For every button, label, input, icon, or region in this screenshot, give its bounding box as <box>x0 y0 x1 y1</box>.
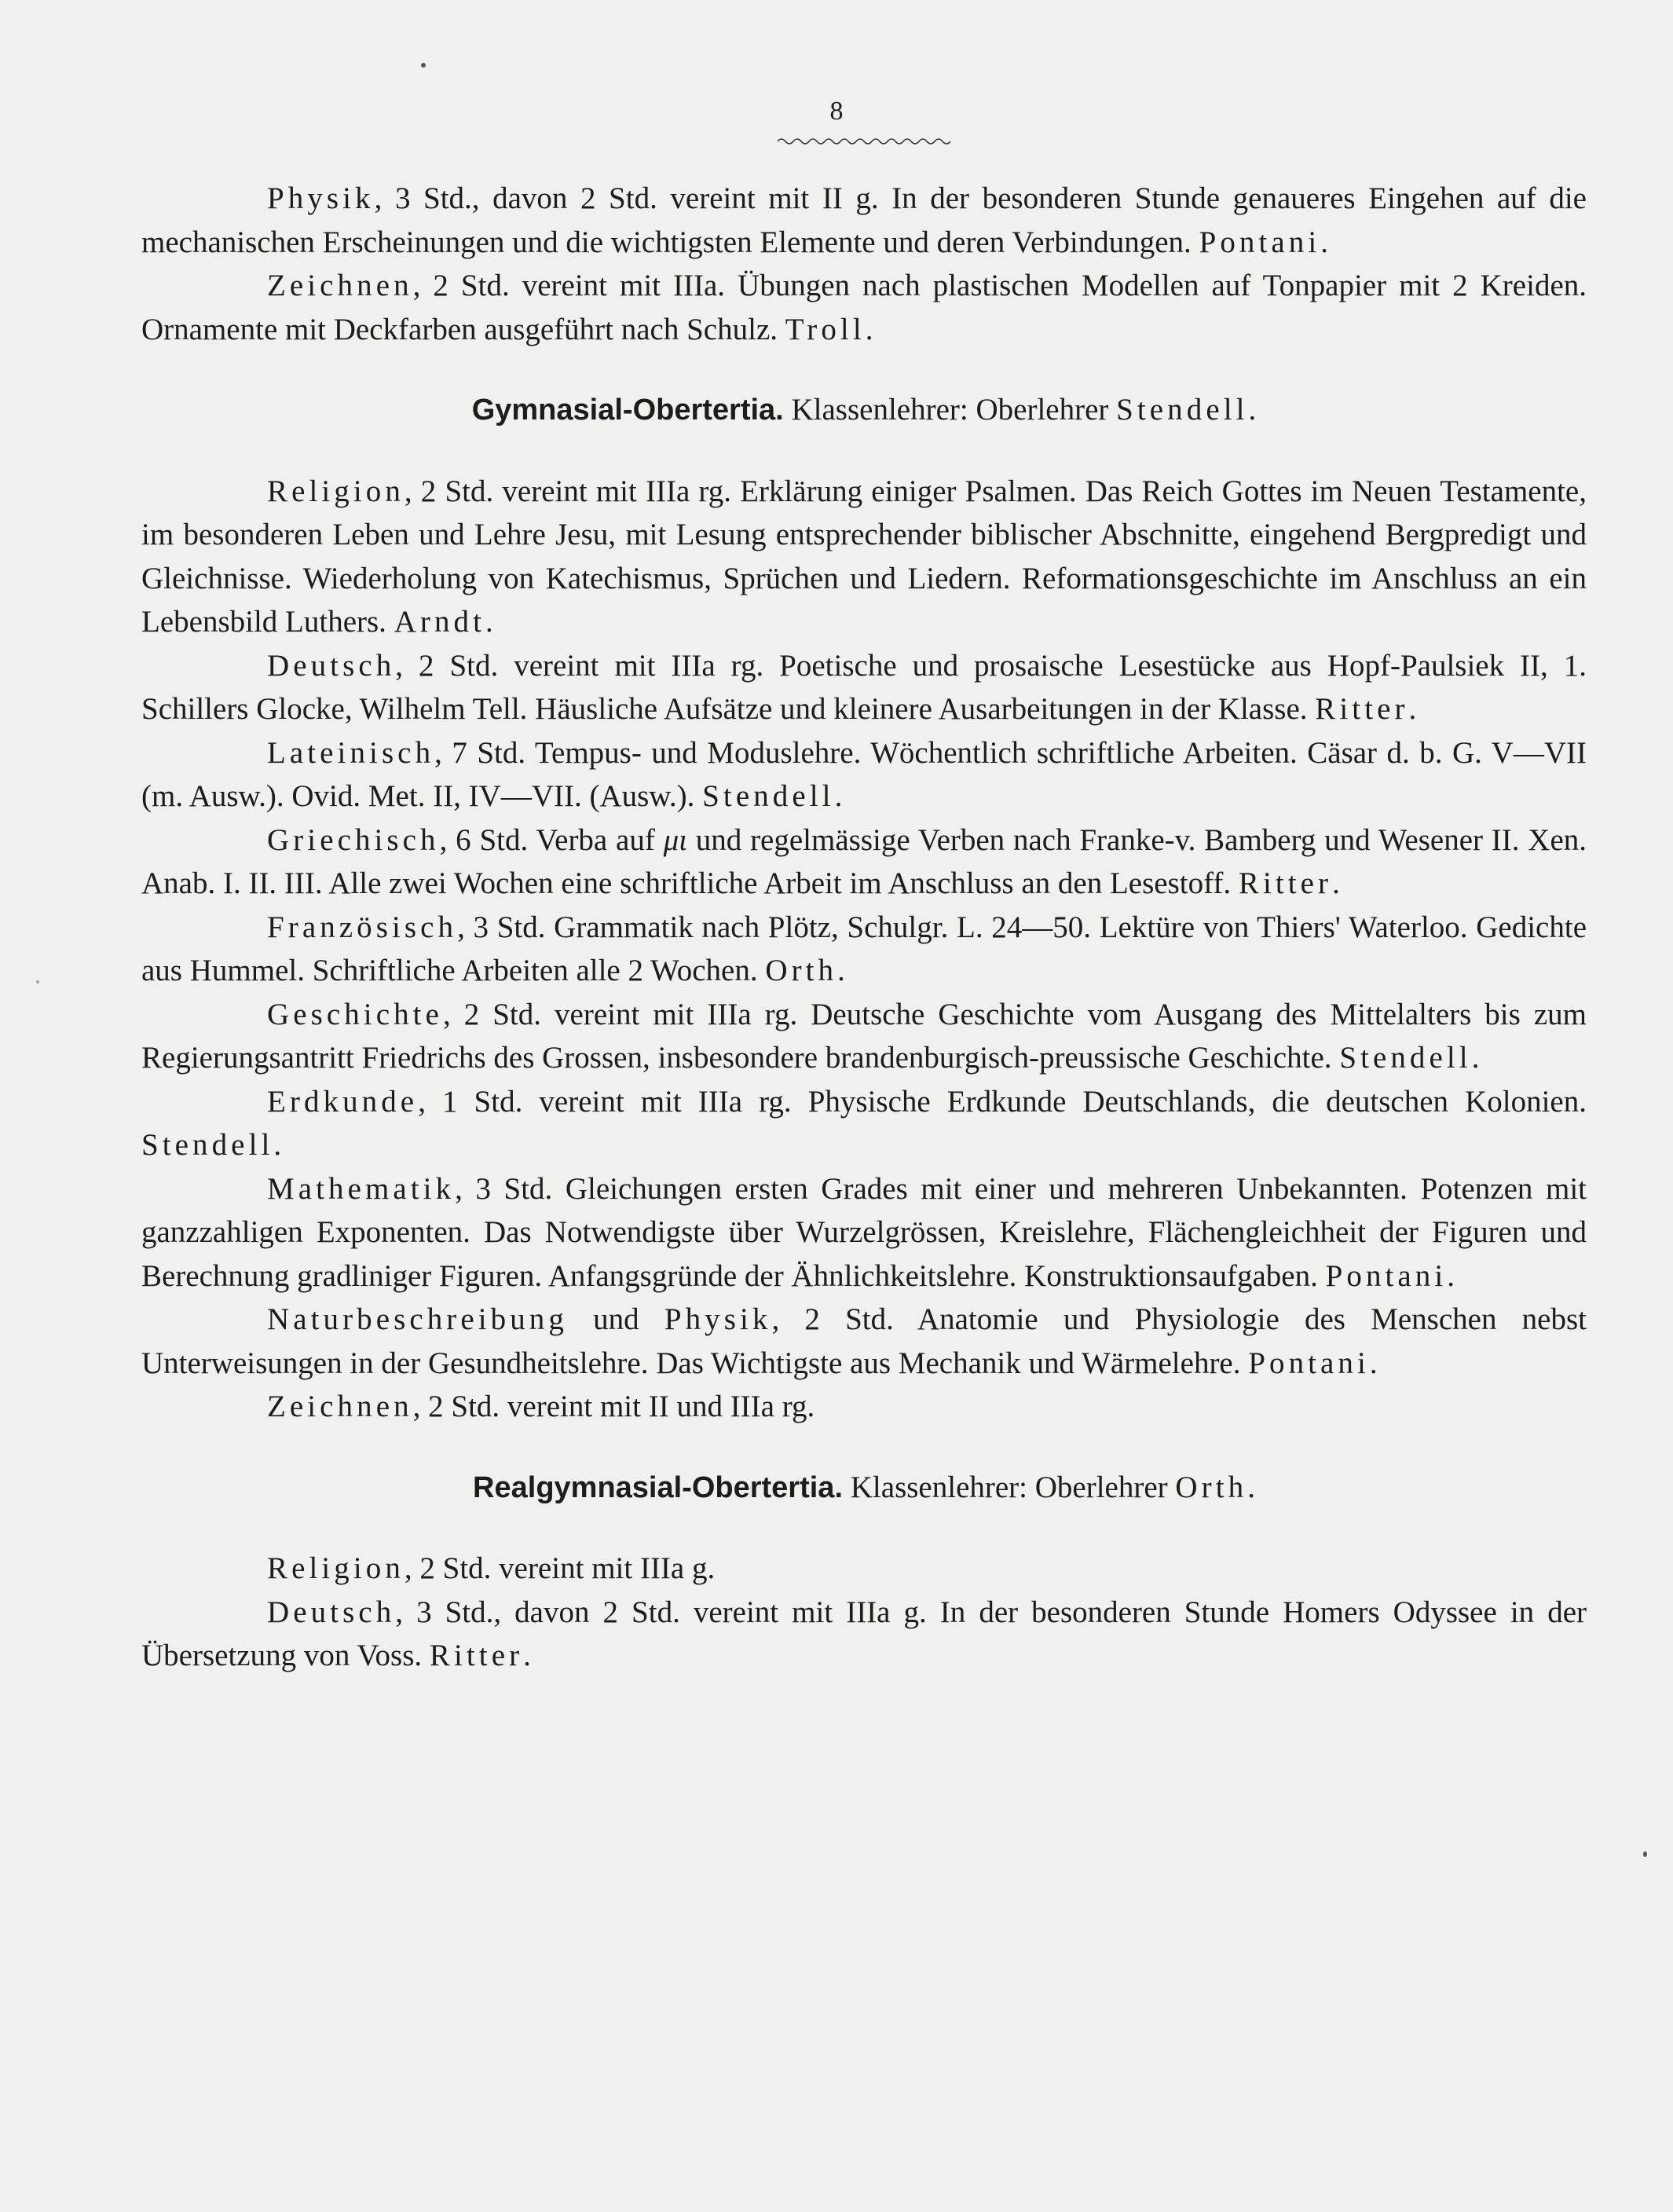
subject-entry-mathematik: Mathematik, 3 Std. Gleichungen ersten Grades mit einer und mehreren Unbekannten. Potenzen mit ganzzahligen Exponenten. Das Notwendigste über Wurzelgrössen, Kreislehre, Flächengleichheit der Figuren und Berechnung gradliniger Figuren. Anfangsgründe der Ähnlichkeitslehre. Konstruktionsaufgaben. Pontani. <box>141 1171 1587 1293</box>
subject-name: Griechisch <box>267 822 440 857</box>
section-title: Gymnasial-Obertertia. <box>471 394 784 427</box>
teacher-name: Stendell <box>141 1128 274 1162</box>
subject-entry-franzoesisch: Französisch, 3 Std. Grammatik nach Plötz, Schulgr. L. 24—50. Lektüre von Thiers' Waterloo. Gedichte aus Hummel. Schriftliche Arbeiten alle 2 Wochen. Orth. <box>141 910 1587 987</box>
subject-name: Religion <box>267 1551 405 1585</box>
paper-speck <box>1643 1851 1647 1857</box>
class-teacher-name: Orth <box>1175 1470 1248 1504</box>
subject-entry-geschichte: Geschichte, 2 Std. vereint mit IIIa rg. Deutsche Geschichte vom Ausgang des Mittelalters bis zum Regierungsantritt Friedrichs des Grossen, insbesondere brandenburgisch-preussische Geschichte. Stendell. <box>141 997 1587 1075</box>
subject-name: Zeichnen <box>267 1390 413 1423</box>
paper-speck <box>36 980 39 983</box>
subject-entry-religion: Religion, 2 Std. vereint mit IIIa rg. Erklärung einiger Psalmen. Das Reich Gottes im Neuen Testamente, im besonderen Leben und Lehre Jesu, mit Lesung entsprechender biblischer Abschnitte, eingehend Bergpredigt und Gleichnisse. Wiederholung von Katechismus, Sprüchen und Liedern. Reformationsgeschichte im Anschluss an ein Lebensbild Luthers. Arndt. <box>141 474 1587 639</box>
section-heading-gymnasial-obertertia: Gymnasial-Obertertia. Klassenlehrer: Oberlehrer Stendell. <box>471 393 1257 427</box>
page-body <box>141 177 1587 1678</box>
section-title: Realgymnasial-Obertertia. <box>473 1470 844 1504</box>
teacher-name: Ritter <box>1315 692 1409 726</box>
teacher-name: Orth <box>765 954 838 987</box>
subject-name: Naturbeschreibung <box>267 1302 568 1336</box>
teacher-name: Stendell <box>702 779 835 813</box>
subject-name: Französisch <box>267 910 458 944</box>
subject-name: Physik <box>267 181 375 215</box>
class-teacher-name: Stendell <box>1116 393 1249 427</box>
teacher-name: Arndt <box>394 605 486 639</box>
subject-name: Religion <box>267 474 405 508</box>
page-number: 8 <box>829 97 844 126</box>
teacher-name: Troll <box>785 312 866 346</box>
greek-mu-iota: μι <box>663 822 688 857</box>
subject-name: Erdkunde <box>267 1084 419 1119</box>
teacher-name: Pontani <box>1248 1346 1370 1380</box>
teacher-name: Pontani <box>1199 225 1321 259</box>
teacher-name: Pontani <box>1325 1258 1448 1293</box>
subject-entry-zeichnen-obertertia: Zeichnen, 2 Std. vereint mit II und IIIa rg. <box>267 1390 815 1423</box>
subject-name-secondary: Physik <box>664 1302 772 1336</box>
subject-entry-zeichnen: Zeichnen, 2 Std. vereint mit IIIa. Übungen nach plastischen Modellen auf Tonpapier mit 2 Kreiden. Ornamente mit Deckfarben ausgeführt nach Schulz. Troll. <box>141 269 1587 346</box>
teacher-name: Ritter <box>1238 866 1333 900</box>
teacher-name: Ritter <box>429 1639 524 1672</box>
subject-entry-deutsch-real: Deutsch, 3 Std., davon 2 Std. vereint mit IIIa g. In der besonderen Stunde Homers Odyssee in der Übersetzung von Voss. Ritter. <box>141 1595 1587 1672</box>
section-heading-realgymnasial-obertertia: Realgymnasial-Obertertia. Klassenlehrer: Oberlehrer Orth. <box>473 1470 1255 1504</box>
subject-entry-naturbeschreibung-physik: Naturbeschreibung und Physik, 2 Std. Anatomie und Physiologie des Menschen nebst Unterweisungen in der Gesundheitslehre. Das Wichtigste aus Mechanik und Wärmelehre. Pontani. <box>141 1302 1587 1380</box>
subject-entry-physik: Physik, 3 Std., davon 2 Std. vereint mit II g. In der besonderen Stunde genaueres Eingehen auf die mechanischen Erscheinungen und die wichtigsten Elemente und deren Verbindungen. Pontani. <box>141 181 1587 259</box>
subject-name: Geschichte <box>267 997 443 1031</box>
subject-entry-lateinisch: Lateinisch, 7 Std. Tempus- und Moduslehre. Wöchentlich schriftliche Arbeiten. Cäsar d. b. G. V—VII (m. Ausw.). Ovid. Met. II, IV—VII. (Ausw.). Stendell. <box>141 735 1587 813</box>
subject-name: Deutsch <box>267 1595 396 1629</box>
wavy-rule-ornament <box>778 135 950 148</box>
subject-entry-religion-real: Religion, 2 Std. vereint mit IIIa g. <box>267 1551 716 1585</box>
subject-entry-erdkunde: Erdkunde, 1 Std. vereint mit IIIa rg. Physische Erdkunde Deutschlands, die deutschen Kolonien. Stendell. <box>141 1084 1587 1162</box>
subject-name: Lateinisch <box>267 735 435 770</box>
subject-name: Mathematik <box>267 1171 456 1206</box>
subject-name: Deutsch <box>267 648 396 683</box>
subject-name: Zeichnen <box>267 269 413 302</box>
subject-entry-deutsch: Deutsch, 2 Std. vereint mit IIIa rg. Poetische und prosaische Lesestücke aus Hopf-Paulsiek II, 1. Schillers Glocke, Wilhelm Tell. Häusliche Aufsätze und kleinere Ausarbeitungen in der Klasse. Ritter. <box>141 648 1587 726</box>
subject-entry-griechisch: Griechisch, 6 Std. Verba auf μι und regelmässige Verben nach Franke-v. Bamberg und Wesener II. Xen. Anab. I. II. III. Alle zwei Wochen eine schriftliche Arbeit im Anschluss an den Lesestoff. Ritter. <box>141 822 1587 900</box>
paper-speck <box>421 63 426 68</box>
teacher-name: Stendell <box>1339 1041 1472 1075</box>
